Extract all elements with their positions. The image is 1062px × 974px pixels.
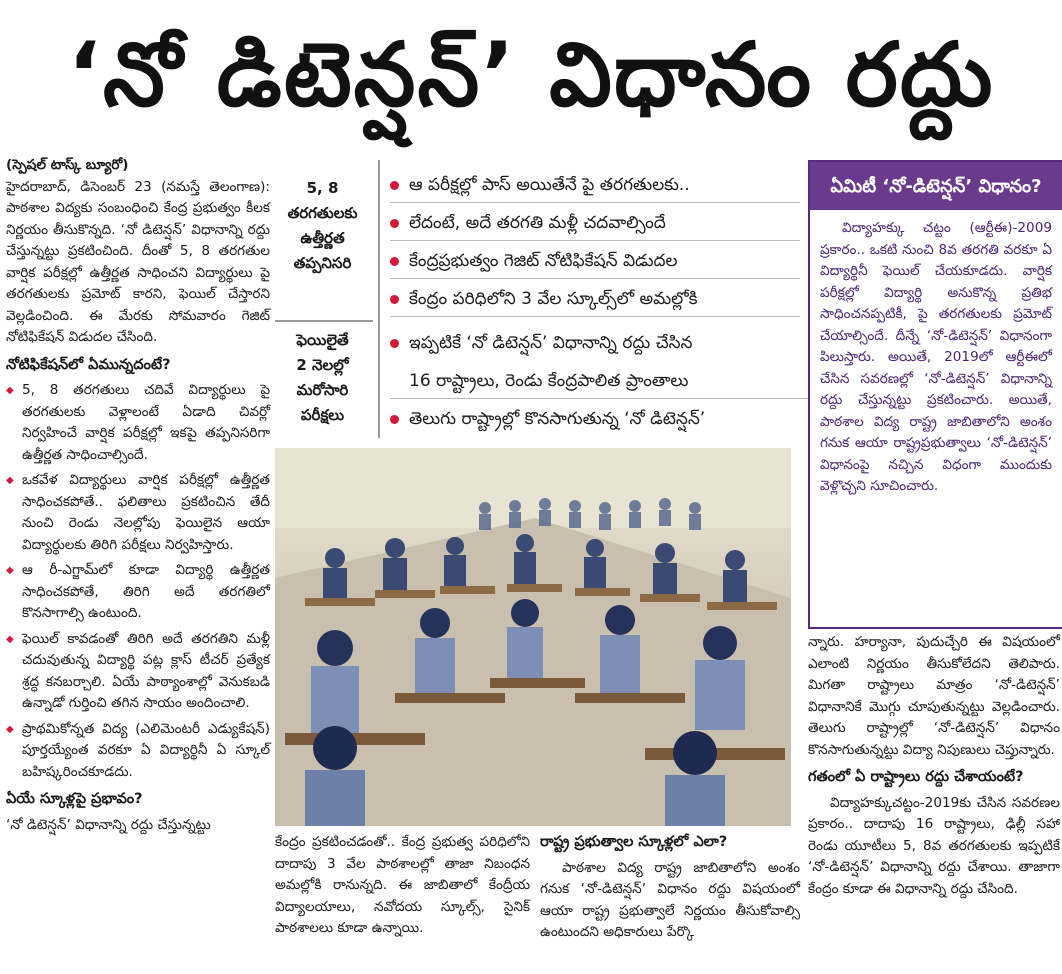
bottom-paragraph-1: కేంద్రం ప్రకటించడంతో.. కేంద్ర ప్రభుత్వ పరిధిలోని దాదాపు 3 వేల పాఠశాలల్లో తాజా నిబంధన అమల్లోకి రానున్నది. ఈ జాబితాలో కేంద్రీయ విద్యాలయాలు, నవోదయ స్కూల్స్, సైనిక్ పాఠశాలలు కూడా ఉన్నాయి.	[275, 834, 530, 936]
highlight-item	[390, 170, 800, 200]
explainer-body: విద్యాహక్కు చట్టం (ఆర్టీఈ)-2009 ప్రకారం.. ఒకటి నుంచి 8వ తరగతి వరకూ ఏ విద్యార్థినీ ఫెయిల్ చేయకూడదు. వార్షిక పరీక్షల్లో విద్యార్థి అనుకొన్న ప్రతిభ సాధించనప్పటికీ, పై తరగతులకు ప్రమోట్ చేయాల్సిందే. దీన్నే ‘నో-డిటెన్షన్’ విధానంగా పిలుస్తారు. అయితే, 2019లో ఆర్టీఈలో చేసిన సవరణల్లో ‘నో-డిటెన్షన్’ విధానాన్ని రద్దు చేస్తున్నట్టు ప్రకటించారు. అయితే, పాఠశాల విద్య రాష్ట్ర జాబితాలోని అంశం గనుక ఆయా రాష్ట్రప్రభుత్వాలు ‘నో-డిటెన్షన్’ విధానంపై నచ్చిన విధంగా ముందుకు వెళ్లొచ్చని సూచించారు.	[820, 220, 1052, 494]
highlight-separator	[378, 160, 380, 438]
exam-hall-illustration	[275, 448, 791, 826]
highlight-text: ఇప్పటికే ‘నో డిటెన్షన్’ విధానాన్ని రద్దు చేసిన	[409, 333, 693, 353]
left-column	[6, 155, 270, 836]
notification-point: ◆ ఫెయిల్ కావడంతో తిరిగి అదే తరగతిని మళ్లీ చదువుతున్న విద్యార్థి పట్ల క్లాస్ టీచర్ ప్రత్యేక శ్రద్ధ కనబర్చాలి. ఏయే పాఠ్యాంశాల్లో వెనుకబడి ఉన్నాడో గుర్తించి తగిన సాయం అందించాలి.	[6, 629, 270, 715]
label-line: మరోసారి	[296, 381, 349, 399]
bullet-icon	[390, 257, 399, 266]
right-column	[808, 632, 1060, 900]
label-line: 2 నెలల్లో	[296, 356, 349, 374]
explainer-title: ఏమిటీ ‘నో-డిటెన్షన్’ విధానం?	[810, 162, 1062, 210]
bullet-icon	[390, 181, 399, 190]
right-paragraph-2: విద్యాహక్కుచట్టం-2019కు చేసిన సవరణల ప్రకారం.. దాదాపు 16 రాష్ట్రాలు, ఢిల్లీ సహా రెండు యూటీలు 5, 8వ తరగతులకు ఇప్పటికే ‘నో-డిటెన్షన్’ విధానాన్ని రద్దు చేశాయి. తాజాగా కేంద్రం కూడా ఈ విధానాన్ని రద్దు చేసింది.	[808, 794, 1060, 897]
bottom-heading: రాష్ట్ర ప్రభుత్వాల స్కూళ్లలో ఎలా?	[540, 834, 728, 850]
notification-point: ◆ ఒకవేళ విద్యార్థులు వార్షిక పరీక్షల్లో ఉత్తీర్ణత సాధించకపోతే.. ఫలితాలు ప్రకటించిన తేదీ నుంచి రెండు నెలల్లోపు ఫెయిలైన ఆయా విద్యార్థులకు తిరిగి పరీక్షలు నిర్వహిస్తారు.	[6, 470, 270, 556]
highlight-text: ఆ పరీక్షల్లో పాస్ అయితేనే పై తరగతులకు..	[409, 175, 690, 195]
label-line: తప్పనిసరి	[293, 254, 352, 272]
notification-heading: నోటిఫికేషన్‌లో ఏమున్నదంటే?	[6, 356, 171, 373]
byline: (స్పెషల్ టాస్క్ బ్యూరో)	[6, 157, 129, 173]
bottom-column-2	[540, 832, 800, 944]
exam-hall-photo	[275, 448, 791, 826]
notification-point: ◆ ఆ రీ-ఎగ్జామ్‌లో కూడా విద్యార్థి ఉత్తీర్ణత సాధించకపోతే, తిరిగి అదే తరగతిలో కొనసాగాల్సి ఉంటుంది.	[6, 560, 270, 625]
label-line: ఫెయిలైతే	[296, 331, 349, 349]
label-line: ఉత్తీర్ణత	[300, 229, 345, 247]
highlight-item	[390, 404, 800, 434]
notification-point: ◆ 5, 8 తరగతులు చదివే విద్యార్థులు పై తరగతులకు వెళ్లాలంటే ఏడాది చివర్లో నిర్వహించే వార్షిక పరీక్షల్లో ఇకపై తప్పనిసరిగా ఉత్తీర్ణత సాధించాల్సిందే.	[6, 380, 270, 466]
highlight-item	[390, 208, 800, 238]
intro-paragraph: హైదరాబాద్, డిసెంబర్ 23 (నమస్తే తెలంగాణ): పాఠశాల విద్యకు సంబంధించి కేంద్ర ప్రభుత్వం కీలక నిర్ణయం తీసుకొన్నది. ‘నో డిటెన్షన్’ విధానాన్ని రద్దు చేస్తున్నట్టు ప్రకటించింది. దీంతో 5, 8 తరగతుల వార్షిక పరీక్షల్లో ఉత్తీర్ణత సాధించని విద్యార్థులు పై తరగతులకు ప్రమోట్ కారని, ఫెయిల్ చేస్తారని వెల్లడించింది. ఈ మేరకు సోమవారం గెజిట్ నోటిఫికేషన్ విడుదల చేసింది.	[6, 178, 270, 345]
bullet-icon	[390, 339, 399, 348]
effect-text: ‘నో డిటెన్షన్’ విధానాన్ని రద్దు చేస్తున్నట్టు	[6, 816, 211, 833]
highlight-text: కేంద్రప్రభుత్వం గెజిట్ నోటిఫికేషన్ విడుదల	[409, 251, 678, 271]
bullet-icon	[390, 415, 399, 424]
label-line: తరగతులకు	[287, 204, 358, 222]
bullet-icon	[390, 219, 399, 228]
notification-point: ◆ ప్రాథమికోన్నత విద్య (ఎలిమెంటరీ ఎడ్యుకేషన్) పూర్తయ్యేంత వరకూ ఏ విద్యార్థినీ ఏ స్కూల్ బహిష్కరించకూడదు.	[6, 719, 270, 784]
bottom-paragraph-2: పాఠశాల విద్య రాష్ట్ర జాబితాలోని అంశం గనుక ‘నో-డిటెన్షన్’ విధానం రద్దు విషయంలో ఆయా రాష్ట్ర ప్రభుత్వాలే నిర్ణయం తీసుకోవాల్సి ఉంటుందని అధికారులు పేర్కొ	[540, 859, 800, 940]
right-heading: గతంలో ఏ రాష్ట్రాలు రద్దు చేశాయంటే?	[808, 769, 1024, 785]
headline: ‘నో డిటెన్షన్’ విధానం రద్దు	[67, 23, 995, 126]
highlight-text: కేంద్రం పరిధిలోని 3 వేల స్కూల్స్‌లో అమల్లోకి	[409, 289, 698, 309]
highlight-item	[390, 328, 800, 358]
bottom-column-1	[275, 832, 530, 940]
effect-heading: ఏయే స్కూళ్లపై ప్రభావం?	[6, 791, 143, 807]
highlight-text: లేదంటే, అదే తరగతి మళ్లీ చదవాల్సిందే	[409, 213, 666, 233]
highlight-text: తెలుగు రాష్ట్రాల్లో కొనసాగుతున్న ‘నో డిటెన్షన్’	[409, 409, 706, 429]
label-line: 5, 8	[306, 179, 339, 197]
highlight-label-bottom	[275, 328, 370, 428]
highlight-text: 16 రాష్ట్రాలు, రెండు కేంద్రపాలిత ప్రాంతాలు	[409, 371, 689, 391]
highlight-item	[390, 284, 800, 314]
bullet-icon	[390, 295, 399, 304]
label-line: పరీక్షలు	[300, 406, 345, 424]
label-divider	[275, 320, 373, 322]
highlight-label-top	[275, 176, 370, 276]
notification-list	[6, 380, 270, 783]
explainer-box	[808, 160, 1062, 629]
highlight-item	[390, 366, 819, 396]
right-paragraph: న్నారు. హర్యానా, పుదుచ్చేరి ఈ విషయంలో ఎలాంటి నిర్ణయం తీసుకోలేదని తెలిపారు. మిగతా రాష్ట్రాలు మాత్రం ‘నో-డిటెన్షన్’ విధానానికే మొగ్గు చూపుతున్నట్టు వెల్లడించారు. తెలుగు రాష్ట్రాల్లో ‘నో-డిటెన్షన్’ విధానం కొనసాగుతున్నట్టు విద్యా నిపుణులు చెప్తున్నారు.	[808, 634, 1060, 758]
highlight-item	[390, 246, 800, 276]
